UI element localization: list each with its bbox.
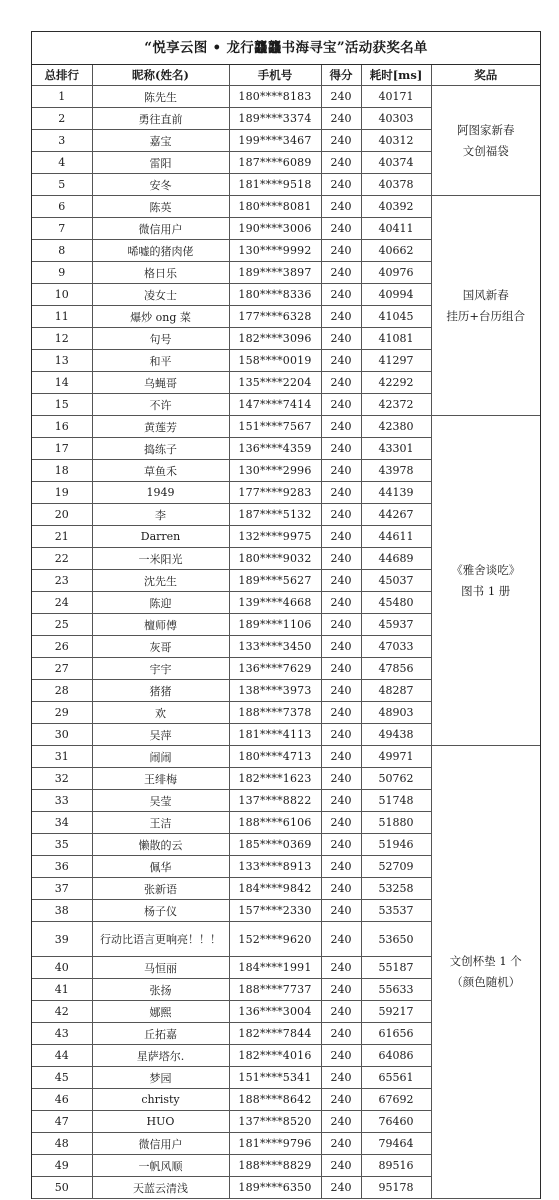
rank-cell: 31 — [32, 746, 92, 768]
prize-cell — [431, 196, 540, 416]
rank-cell: 1 — [32, 86, 92, 108]
rank-cell: 41 — [32, 979, 92, 1001]
score-cell: 240 — [321, 108, 361, 130]
nickname-cell: 张扬 — [92, 979, 229, 1001]
rank-cell: 3 — [32, 130, 92, 152]
rank-cell: 28 — [32, 680, 92, 702]
nickname-cell: 草鱼禾 — [92, 460, 229, 482]
rank-cell: 14 — [32, 372, 92, 394]
score-cell: 240 — [321, 957, 361, 979]
score-cell: 240 — [321, 1089, 361, 1111]
column-header-prize: 奖品 — [431, 65, 540, 86]
rank-cell: 25 — [32, 614, 92, 636]
prize-line: 国风新春 — [462, 287, 509, 302]
time-cell: 44611 — [361, 526, 431, 548]
nickname-cell: 宇宇 — [92, 658, 229, 680]
score-cell: 240 — [321, 614, 361, 636]
time-cell: 40662 — [361, 240, 431, 262]
time-cell: 44689 — [361, 548, 431, 570]
phone-cell: 137****8520 — [229, 1111, 321, 1133]
nickname-cell: 沈先生 — [92, 570, 229, 592]
time-cell: 44267 — [361, 504, 431, 526]
nickname-cell: 张新语 — [92, 878, 229, 900]
rank-cell: 44 — [32, 1045, 92, 1067]
prize-line: 挂历+台历组合 — [446, 308, 526, 323]
phone-cell: 136****7629 — [229, 658, 321, 680]
score-cell: 240 — [321, 152, 361, 174]
rank-cell: 8 — [32, 240, 92, 262]
score-cell: 240 — [321, 1045, 361, 1067]
nickname-cell: 檀师傅 — [92, 614, 229, 636]
nickname-cell: 佩华 — [92, 856, 229, 878]
time-cell: 44139 — [361, 482, 431, 504]
nickname-cell: 捣练子 — [92, 438, 229, 460]
time-cell: 53537 — [361, 900, 431, 922]
time-cell: 49971 — [361, 746, 431, 768]
rank-cell: 5 — [32, 174, 92, 196]
time-cell: 40411 — [361, 218, 431, 240]
nickname-cell: 陈英 — [92, 196, 229, 218]
score-cell: 240 — [321, 438, 361, 460]
score-cell: 240 — [321, 768, 361, 790]
time-cell: 40303 — [361, 108, 431, 130]
time-cell: 79464 — [361, 1133, 431, 1155]
time-cell: 51880 — [361, 812, 431, 834]
phone-cell: 181****4113 — [229, 724, 321, 746]
rank-cell: 45 — [32, 1067, 92, 1089]
score-cell: 240 — [321, 592, 361, 614]
time-cell: 59217 — [361, 1001, 431, 1023]
score-cell: 240 — [321, 702, 361, 724]
time-cell: 47033 — [361, 636, 431, 658]
phone-cell: 187****6089 — [229, 152, 321, 174]
time-cell: 47856 — [361, 658, 431, 680]
phone-cell: 184****1991 — [229, 957, 321, 979]
time-cell: 40392 — [361, 196, 431, 218]
rank-cell: 39 — [32, 922, 92, 957]
nickname-cell: 安冬 — [92, 174, 229, 196]
nickname-cell: 灰哥 — [92, 636, 229, 658]
phone-cell: 188****8829 — [229, 1155, 321, 1177]
nickname-cell: 杨子仪 — [92, 900, 229, 922]
time-cell: 40976 — [361, 262, 431, 284]
nickname-cell: 一帆风顺 — [92, 1155, 229, 1177]
prize-line: （颜色随机） — [451, 975, 521, 989]
nickname-cell: 微信用户 — [92, 218, 229, 240]
phone-cell: 189****1106 — [229, 614, 321, 636]
phone-cell: 190****3006 — [229, 218, 321, 240]
rank-cell: 12 — [32, 328, 92, 350]
phone-cell: 180****9032 — [229, 548, 321, 570]
time-cell: 89516 — [361, 1155, 431, 1177]
time-cell: 45480 — [361, 592, 431, 614]
nickname-cell: 陈先生 — [92, 86, 229, 108]
time-cell: 53650 — [361, 922, 431, 957]
phone-cell: 147****7414 — [229, 394, 321, 416]
nickname-cell: 爆炒 ong 菜 — [92, 306, 229, 328]
phone-cell: 188****7378 — [229, 702, 321, 724]
score-cell: 240 — [321, 372, 361, 394]
time-cell: 40378 — [361, 174, 431, 196]
time-cell: 48287 — [361, 680, 431, 702]
score-cell: 240 — [321, 1067, 361, 1089]
nickname-cell: HUO — [92, 1111, 229, 1133]
score-cell: 240 — [321, 306, 361, 328]
prize-cell — [431, 416, 540, 746]
time-cell: 40171 — [361, 86, 431, 108]
phone-cell: 137****8822 — [229, 790, 321, 812]
score-cell: 240 — [321, 1155, 361, 1177]
rank-cell: 16 — [32, 416, 92, 438]
column-header-nickname: 昵称(姓名) — [92, 65, 229, 86]
score-cell: 240 — [321, 979, 361, 1001]
nickname-cell: 唏嘘的猪肉佬 — [92, 240, 229, 262]
nickname-cell: 雷阳 — [92, 152, 229, 174]
rank-cell: 13 — [32, 350, 92, 372]
time-cell: 51748 — [361, 790, 431, 812]
column-header-phone: 手机号 — [229, 65, 321, 86]
score-cell: 240 — [321, 416, 361, 438]
rank-cell: 23 — [32, 570, 92, 592]
rank-cell: 19 — [32, 482, 92, 504]
rank-cell: 48 — [32, 1133, 92, 1155]
rank-cell: 42 — [32, 1001, 92, 1023]
prize-line: 阿图家新春 — [457, 122, 515, 137]
table-row — [32, 416, 540, 438]
phone-cell: 185****0369 — [229, 834, 321, 856]
time-cell: 49438 — [361, 724, 431, 746]
nickname-cell: 凌女士 — [92, 284, 229, 306]
rank-cell: 4 — [32, 152, 92, 174]
nickname-cell: 陈迎 — [92, 592, 229, 614]
table-body — [32, 86, 540, 1199]
phone-cell: 139****4668 — [229, 592, 321, 614]
time-cell: 42292 — [361, 372, 431, 394]
phone-cell: 180****4713 — [229, 746, 321, 768]
time-cell: 53258 — [361, 878, 431, 900]
time-cell: 43301 — [361, 438, 431, 460]
time-cell: 41297 — [361, 350, 431, 372]
score-cell: 240 — [321, 878, 361, 900]
score-cell: 240 — [321, 284, 361, 306]
phone-cell: 188****8642 — [229, 1089, 321, 1111]
score-cell: 240 — [321, 86, 361, 108]
time-cell: 43978 — [361, 460, 431, 482]
phone-cell: 151****7567 — [229, 416, 321, 438]
phone-cell: 181****9518 — [229, 174, 321, 196]
phone-cell: 138****3973 — [229, 680, 321, 702]
nickname-cell: 吴萍 — [92, 724, 229, 746]
nickname-cell: 猪猪 — [92, 680, 229, 702]
nickname-cell: 丘拓嘉 — [92, 1023, 229, 1045]
score-cell: 240 — [321, 174, 361, 196]
nickname-cell: 欢 — [92, 702, 229, 724]
time-cell: 45037 — [361, 570, 431, 592]
column-header-time: 耗时[ms] — [361, 65, 431, 86]
phone-cell: 177****9283 — [229, 482, 321, 504]
nickname-cell: 勇往直前 — [92, 108, 229, 130]
phone-cell: 189****3897 — [229, 262, 321, 284]
phone-cell: 151****5341 — [229, 1067, 321, 1089]
rank-cell: 20 — [32, 504, 92, 526]
time-cell: 52709 — [361, 856, 431, 878]
nickname-cell: 王洁 — [92, 812, 229, 834]
nickname-cell: christy — [92, 1089, 229, 1111]
rank-cell: 11 — [32, 306, 92, 328]
rank-cell: 26 — [32, 636, 92, 658]
rank-cell: 18 — [32, 460, 92, 482]
prize-line: 文创福袋 — [462, 143, 509, 158]
score-cell: 240 — [321, 350, 361, 372]
rank-cell: 37 — [32, 878, 92, 900]
time-cell: 76460 — [361, 1111, 431, 1133]
rank-cell: 15 — [32, 394, 92, 416]
score-cell: 240 — [321, 460, 361, 482]
phone-cell: 135****2204 — [229, 372, 321, 394]
score-cell: 240 — [321, 680, 361, 702]
phone-cell: 133****3450 — [229, 636, 321, 658]
rank-cell: 33 — [32, 790, 92, 812]
score-cell: 240 — [321, 1177, 361, 1199]
phone-cell: 133****8913 — [229, 856, 321, 878]
nickname-cell: 吴莹 — [92, 790, 229, 812]
phone-cell: 181****9796 — [229, 1133, 321, 1155]
time-cell: 40312 — [361, 130, 431, 152]
document-title: “悦享云图 • 龙行龘龘书海寻宝”活动获奖名单 — [32, 32, 540, 65]
phone-cell: 182****1623 — [229, 768, 321, 790]
time-cell: 64086 — [361, 1045, 431, 1067]
rank-cell: 35 — [32, 834, 92, 856]
time-cell: 95178 — [361, 1177, 431, 1199]
rank-cell: 22 — [32, 548, 92, 570]
time-cell: 40374 — [361, 152, 431, 174]
prize-cell — [431, 86, 540, 196]
table-row — [32, 86, 540, 108]
phone-cell: 177****6328 — [229, 306, 321, 328]
score-cell: 240 — [321, 856, 361, 878]
time-cell: 61656 — [361, 1023, 431, 1045]
phone-cell: 136****4359 — [229, 438, 321, 460]
column-header-score: 得分 — [321, 65, 361, 86]
phone-cell: 132****9975 — [229, 526, 321, 548]
table-row — [32, 746, 540, 768]
rank-cell: 50 — [32, 1177, 92, 1199]
rank-cell: 46 — [32, 1089, 92, 1111]
phone-cell: 182****7844 — [229, 1023, 321, 1045]
time-cell: 40994 — [361, 284, 431, 306]
phone-cell: 180****8183 — [229, 86, 321, 108]
prize-line: 图书 1 册 — [461, 583, 511, 598]
rank-cell: 29 — [32, 702, 92, 724]
phone-cell: 184****9842 — [229, 878, 321, 900]
score-cell: 240 — [321, 526, 361, 548]
nickname-cell: 星萨塔尔. — [92, 1045, 229, 1067]
phone-cell: 199****3467 — [229, 130, 321, 152]
rank-cell: 17 — [32, 438, 92, 460]
score-cell: 240 — [321, 790, 361, 812]
score-cell: 240 — [321, 636, 361, 658]
time-cell: 55633 — [361, 979, 431, 1001]
nickname-cell: 黄莲芳 — [92, 416, 229, 438]
nickname-cell: Darren — [92, 526, 229, 548]
phone-cell: 180****8081 — [229, 196, 321, 218]
time-cell: 42372 — [361, 394, 431, 416]
phone-cell: 188****7737 — [229, 979, 321, 1001]
phone-cell: 187****5132 — [229, 504, 321, 526]
score-cell: 240 — [321, 812, 361, 834]
score-cell: 240 — [321, 328, 361, 350]
time-cell: 51946 — [361, 834, 431, 856]
rank-cell: 2 — [32, 108, 92, 130]
score-cell: 240 — [321, 394, 361, 416]
rank-cell: 24 — [32, 592, 92, 614]
prize-line: 文创杯垫 1 个 — [449, 954, 522, 968]
time-cell: 42380 — [361, 416, 431, 438]
score-cell: 240 — [321, 724, 361, 746]
phone-cell: 189****5627 — [229, 570, 321, 592]
nickname-cell: 乌蝇哥 — [92, 372, 229, 394]
score-cell: 240 — [321, 482, 361, 504]
score-cell: 240 — [321, 658, 361, 680]
table-row — [32, 196, 540, 218]
score-cell: 240 — [321, 746, 361, 768]
winners-sheet — [31, 31, 541, 1199]
score-cell: 240 — [321, 240, 361, 262]
prize-cell — [431, 746, 540, 1199]
score-cell: 240 — [321, 218, 361, 240]
score-cell: 240 — [321, 1001, 361, 1023]
score-cell: 240 — [321, 834, 361, 856]
nickname-cell: 1949 — [92, 482, 229, 504]
score-cell: 240 — [321, 504, 361, 526]
rank-cell: 36 — [32, 856, 92, 878]
nickname-cell: 和平 — [92, 350, 229, 372]
rank-cell: 10 — [32, 284, 92, 306]
time-cell: 50762 — [361, 768, 431, 790]
nickname-cell: 句号 — [92, 328, 229, 350]
nickname-cell: 微信用户 — [92, 1133, 229, 1155]
table-header-row — [32, 65, 540, 86]
phone-cell: 152****9620 — [229, 922, 321, 957]
rank-cell: 27 — [32, 658, 92, 680]
score-cell: 240 — [321, 1133, 361, 1155]
phone-cell: 189****3374 — [229, 108, 321, 130]
score-cell: 240 — [321, 262, 361, 284]
nickname-cell: 王绯梅 — [92, 768, 229, 790]
phone-cell: 182****4016 — [229, 1045, 321, 1067]
phone-cell: 182****3096 — [229, 328, 321, 350]
nickname-cell: 嘉宝 — [92, 130, 229, 152]
phone-cell: 130****9992 — [229, 240, 321, 262]
rank-cell: 34 — [32, 812, 92, 834]
time-cell: 67692 — [361, 1089, 431, 1111]
time-cell: 45937 — [361, 614, 431, 636]
nickname-cell: 行动比语言更响亮！！！ — [92, 922, 229, 957]
nickname-cell: 懒散的云 — [92, 834, 229, 856]
column-header-rank: 总排行 — [32, 65, 92, 86]
phone-cell: 158****0019 — [229, 350, 321, 372]
rank-cell: 21 — [32, 526, 92, 548]
phone-cell: 188****6106 — [229, 812, 321, 834]
rank-cell: 47 — [32, 1111, 92, 1133]
winners-table — [32, 65, 540, 1199]
rank-cell: 32 — [32, 768, 92, 790]
rank-cell: 49 — [32, 1155, 92, 1177]
phone-cell: 130****2996 — [229, 460, 321, 482]
nickname-cell: 梦园 — [92, 1067, 229, 1089]
rank-cell: 7 — [32, 218, 92, 240]
rank-cell: 9 — [32, 262, 92, 284]
score-cell: 240 — [321, 196, 361, 218]
score-cell: 240 — [321, 900, 361, 922]
score-cell: 240 — [321, 570, 361, 592]
nickname-cell: 闹闹 — [92, 746, 229, 768]
rank-cell: 43 — [32, 1023, 92, 1045]
time-cell: 41045 — [361, 306, 431, 328]
nickname-cell: 一米阳光 — [92, 548, 229, 570]
score-cell: 240 — [321, 922, 361, 957]
nickname-cell: 格日乐 — [92, 262, 229, 284]
time-cell: 41081 — [361, 328, 431, 350]
nickname-cell: 天蓝云清浅 — [92, 1177, 229, 1199]
phone-cell: 189****6350 — [229, 1177, 321, 1199]
score-cell: 240 — [321, 1111, 361, 1133]
score-cell: 240 — [321, 130, 361, 152]
score-cell: 240 — [321, 548, 361, 570]
rank-cell: 38 — [32, 900, 92, 922]
score-cell: 240 — [321, 1023, 361, 1045]
rank-cell: 6 — [32, 196, 92, 218]
nickname-cell: 娜熙 — [92, 1001, 229, 1023]
nickname-cell: 马恒丽 — [92, 957, 229, 979]
time-cell: 65561 — [361, 1067, 431, 1089]
phone-cell: 180****8336 — [229, 284, 321, 306]
rank-cell: 30 — [32, 724, 92, 746]
nickname-cell: 不许 — [92, 394, 229, 416]
nickname-cell: 李 — [92, 504, 229, 526]
phone-cell: 136****3004 — [229, 1001, 321, 1023]
rank-cell: 40 — [32, 957, 92, 979]
phone-cell: 157****2330 — [229, 900, 321, 922]
time-cell: 55187 — [361, 957, 431, 979]
prize-line: 《雅舍谈吃》 — [451, 562, 521, 577]
time-cell: 48903 — [361, 702, 431, 724]
